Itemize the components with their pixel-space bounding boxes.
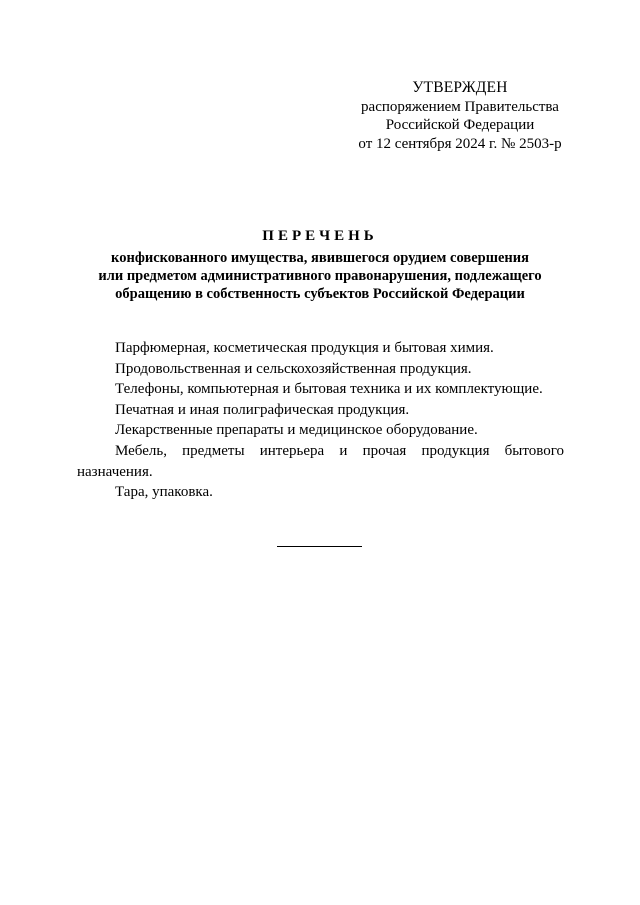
end-divider <box>277 546 362 547</box>
property-list <box>77 338 564 503</box>
approval-line-3: от 12 сентября 2024 г. № 2503-р <box>358 135 562 152</box>
approval-stamp <box>340 79 580 153</box>
subtitle-line-1: конфискованного имущества, явившегося орудием совершения <box>111 250 529 266</box>
list-item: Мебель, предметы интерьера и прочая продукция бытового назначения. <box>77 442 564 480</box>
list-item: Продовольственная и сельскохозяйственная продукция. <box>115 360 472 377</box>
approval-line-1: распоряжением Правительства <box>361 98 559 115</box>
document-subtitle <box>60 249 580 303</box>
list-item: Парфюмерная, косметическая продукция и бытовая химия. <box>115 340 494 356</box>
list-item: Печатная и иная полиграфическая продукция. <box>115 401 410 418</box>
document-heading: ПЕРЕЧЕНЬ <box>262 228 378 244</box>
list-item: Лекарственные препараты и медицинское оборудование. <box>115 422 478 439</box>
approval-line-2: Российской Федерации <box>385 117 535 133</box>
approval-title: УТВЕРЖДЕН <box>412 79 508 96</box>
list-item: Телефоны, компьютерная и бытовая техника и их комплектующие. <box>115 381 543 398</box>
subtitle-line-3: обращению в собственность субъектов Российской Федерации <box>115 286 525 302</box>
subtitle-line-2: или предметом административного правонарушения, подлежащего <box>98 268 542 284</box>
list-item: Тара, упаковка. <box>115 484 213 501</box>
